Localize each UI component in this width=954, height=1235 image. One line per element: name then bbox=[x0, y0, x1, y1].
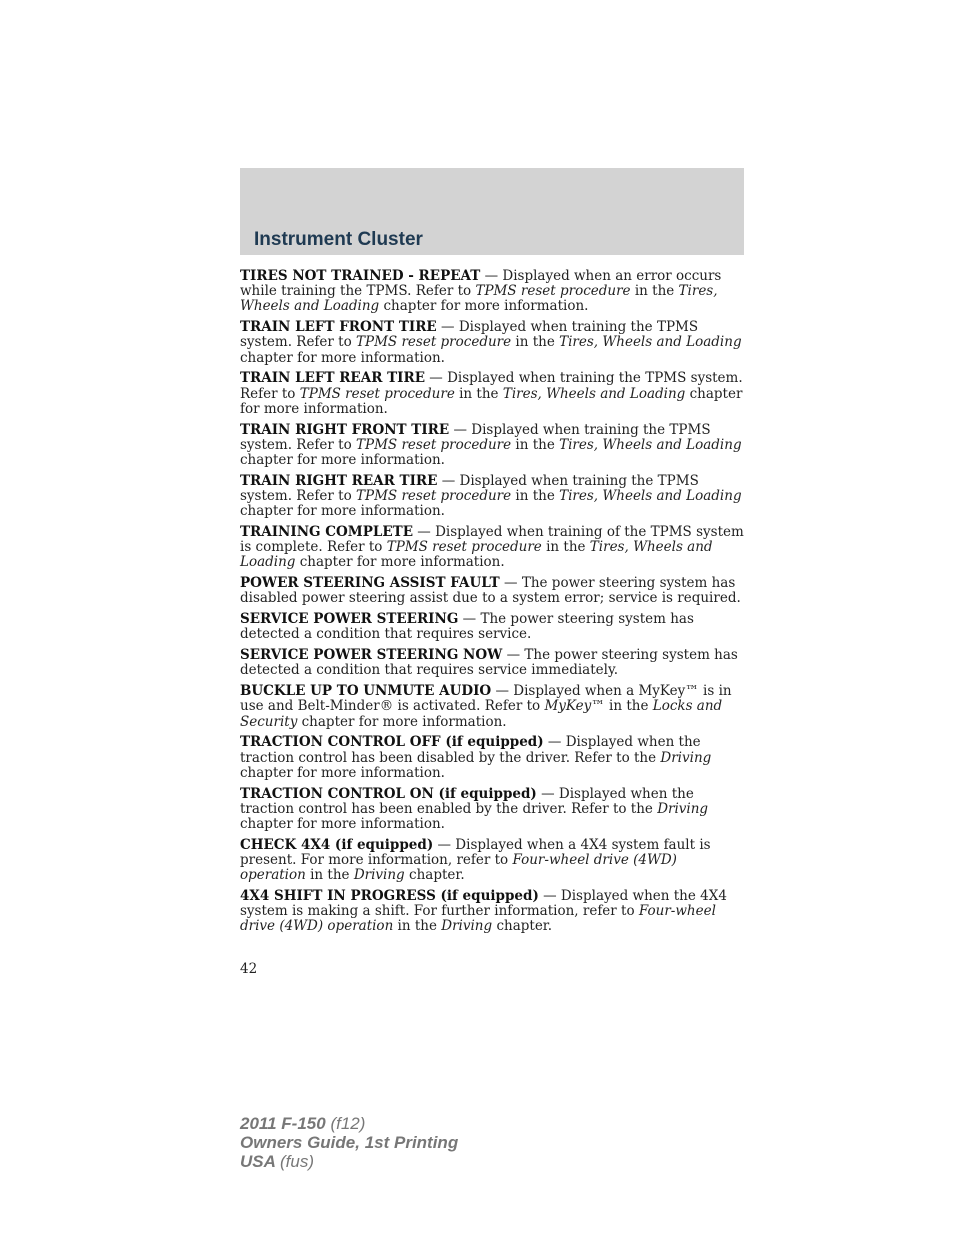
message-term: TRAIN RIGHT FRONT TIRE bbox=[240, 421, 450, 438]
message-description: — The power steering system has detected a condition that requires service. bbox=[240, 611, 694, 643]
footer-market-code: (fus) bbox=[280, 1152, 314, 1171]
message-description: — Displayed when a 4X4 system fault is present. For more information, refer to bbox=[240, 836, 711, 869]
message-description: — Displayed when training the TPMS system. Refer to bbox=[240, 472, 699, 505]
message-term: 4X4 SHIFT IN PROGRESS (if equipped) bbox=[240, 888, 539, 905]
cross-reference: TPMS reset procedure bbox=[356, 488, 512, 505]
message-description: chapter for more information. bbox=[240, 503, 445, 520]
message-entry bbox=[240, 787, 746, 833]
message-term: BUCKLE UP TO UNMUTE AUDIO bbox=[240, 683, 492, 700]
message-description: in the bbox=[630, 283, 679, 300]
message-term: TRAINING COMPLETE bbox=[240, 524, 413, 541]
message-term: TRAIN RIGHT REAR TIRE bbox=[240, 472, 438, 489]
message-description: — Displayed when an error occurs while training the TPMS. Refer to bbox=[240, 268, 722, 300]
footer bbox=[240, 1114, 458, 1171]
message-description: in the bbox=[454, 385, 503, 402]
cross-reference: Tires, Wheels and Loading bbox=[240, 539, 713, 571]
message-description: chapter for more information. bbox=[240, 385, 743, 417]
message-description: — Displayed when training the TPMS system. Refer to bbox=[240, 319, 699, 351]
section-title: Instrument Cluster bbox=[254, 229, 423, 250]
message-description: in the bbox=[541, 539, 590, 556]
cross-reference: Tires, Wheels and Loading bbox=[502, 385, 686, 402]
footer-model: 2011 F-150 bbox=[240, 1114, 326, 1133]
cross-reference: TPMS reset procedure bbox=[299, 385, 455, 402]
message-entry bbox=[240, 648, 746, 678]
message-description: — Displayed when training of the TPMS system is complete. Refer to bbox=[240, 524, 744, 556]
message-description: in the bbox=[305, 867, 354, 884]
message-term: TRACTION CONTROL OFF (if equipped) bbox=[240, 734, 544, 751]
message-term: TIRES NOT TRAINED - REPEAT bbox=[240, 268, 481, 284]
cross-reference: Tires, Wheels and Loading bbox=[559, 436, 742, 453]
message-entry bbox=[240, 612, 746, 642]
cross-reference: Tires, Wheels and Loading bbox=[559, 488, 742, 505]
message-term: CHECK 4X4 (if equipped) bbox=[240, 836, 434, 853]
section-header-band bbox=[240, 168, 744, 255]
message-description: — The power steering system has detected a condition that requires service immediately. bbox=[240, 647, 738, 679]
message-description: chapter for more information. bbox=[240, 349, 445, 366]
cross-reference: Tires, Wheels and Loading bbox=[240, 283, 718, 315]
footer-line-1 bbox=[240, 1114, 458, 1133]
cross-reference: TPMS reset procedure bbox=[356, 334, 512, 351]
cross-reference: Four-wheel drive (4WD) operation bbox=[240, 903, 716, 935]
cross-reference: TPMS reset procedure bbox=[356, 436, 512, 453]
message-entry bbox=[240, 684, 746, 730]
cross-reference: Driving bbox=[660, 749, 712, 766]
message-description: — Displayed when training the TPMS system. Refer to bbox=[240, 370, 743, 402]
message-entry bbox=[240, 525, 746, 571]
cross-reference: TPMS reset procedure bbox=[386, 539, 542, 556]
message-entry bbox=[240, 735, 746, 781]
cross-reference: Driving bbox=[657, 800, 709, 817]
cross-reference: TPMS reset procedure bbox=[475, 283, 631, 300]
message-term: POWER STEERING ASSIST FAULT bbox=[240, 575, 500, 592]
cross-reference: Locks and Security bbox=[240, 698, 723, 730]
message-term: TRAIN LEFT REAR TIRE bbox=[240, 370, 425, 387]
message-term: TRAIN LEFT FRONT TIRE bbox=[240, 319, 437, 336]
page-number: 42 bbox=[240, 961, 258, 977]
message-description: chapter. bbox=[404, 867, 465, 884]
message-entry bbox=[240, 474, 746, 520]
message-description: — Displayed when training the TPMS system. Refer to bbox=[240, 421, 711, 453]
message-description: — Displayed when the traction control has been enabled by the driver. Refer to the bbox=[240, 785, 694, 817]
message-description: chapter. bbox=[492, 918, 553, 935]
message-entry bbox=[240, 320, 746, 366]
footer-model-code: (f12) bbox=[330, 1114, 366, 1133]
message-entry bbox=[240, 423, 746, 469]
cross-reference: Driving bbox=[353, 867, 405, 884]
message-description: chapter for more information. bbox=[240, 764, 445, 781]
footer-market: USA bbox=[240, 1152, 276, 1171]
message-entry bbox=[240, 576, 746, 606]
message-entry bbox=[240, 889, 746, 935]
message-description: chapter for more information. bbox=[240, 452, 445, 469]
message-description: — Displayed when a MyKey™ is in use and Belt-Minder® is activated. Refer to bbox=[240, 683, 732, 715]
message-description: chapter for more information. bbox=[297, 713, 507, 730]
message-entry bbox=[240, 838, 746, 884]
message-term: SERVICE POWER STEERING NOW bbox=[240, 647, 503, 664]
cross-reference: Driving bbox=[441, 918, 493, 935]
cross-reference: Four-wheel drive (4WD) operation bbox=[240, 852, 677, 884]
message-description: — Displayed when the 4X4 system is making a shift. For further information, refer to bbox=[240, 888, 727, 920]
message-term: TRACTION CONTROL ON (if equipped) bbox=[240, 785, 537, 802]
footer-line-3 bbox=[240, 1152, 458, 1171]
message-description: chapter for more information. bbox=[379, 298, 589, 315]
message-description: — The power steering system has disabled power steering assist due to a system error; service is required. bbox=[240, 575, 741, 607]
footer-line-2: Owners Guide, 1st Printing bbox=[240, 1133, 459, 1152]
message-description: — Displayed when the traction control has been disabled by the driver. Refer to the bbox=[240, 734, 701, 766]
message-description: in the bbox=[511, 488, 560, 505]
message-description: chapter for more information. bbox=[295, 554, 505, 571]
message-entry bbox=[240, 371, 746, 417]
message-list bbox=[240, 269, 746, 940]
message-description: in the bbox=[511, 334, 560, 351]
cross-reference: MyKey™ bbox=[544, 698, 605, 715]
message-description: in the bbox=[604, 698, 653, 715]
cross-reference: Tires, Wheels and Loading bbox=[559, 334, 742, 351]
message-term: SERVICE POWER STEERING bbox=[240, 611, 459, 628]
message-entry bbox=[240, 269, 746, 315]
message-description: chapter for more information. bbox=[240, 816, 445, 833]
message-description: in the bbox=[393, 918, 442, 935]
message-description: in the bbox=[511, 436, 560, 453]
